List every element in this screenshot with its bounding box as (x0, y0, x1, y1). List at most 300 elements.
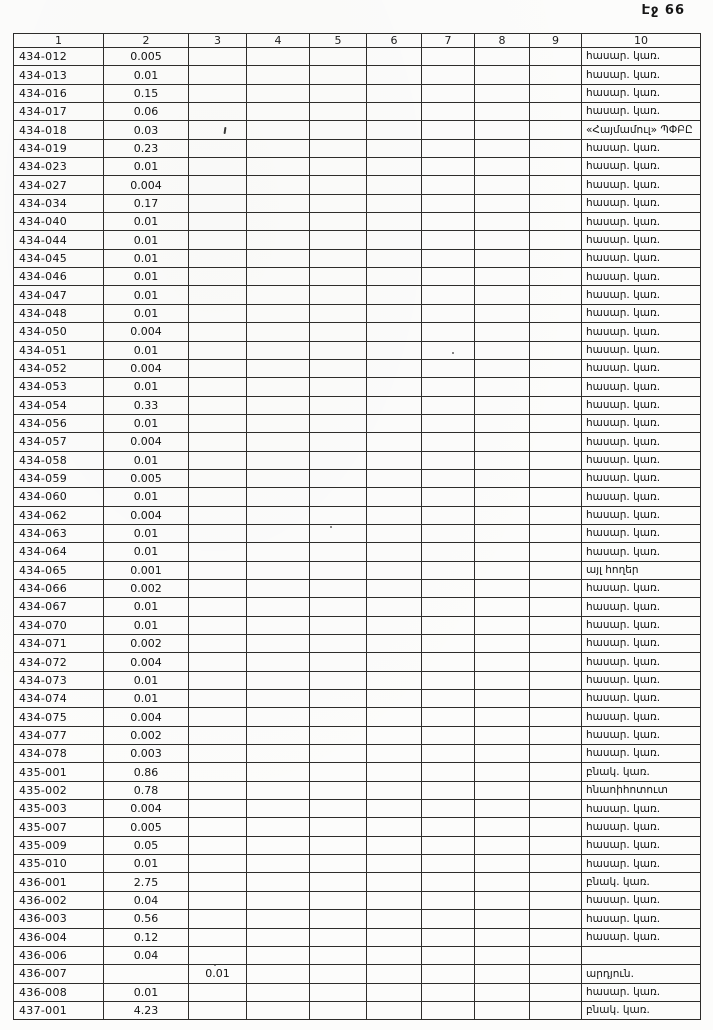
column-header: 2 (104, 34, 189, 48)
table-row (14, 84, 701, 102)
value-cell (530, 469, 582, 487)
value-cell (310, 873, 367, 891)
value-cell (310, 469, 367, 487)
code-cell: 434-067 (14, 598, 104, 616)
value-cell (189, 66, 247, 84)
table-row (14, 396, 701, 414)
value-cell (530, 249, 582, 267)
code-cell: 434-027 (14, 176, 104, 194)
code-cell: 434-046 (14, 268, 104, 286)
value-cell (367, 396, 422, 414)
value-cell (475, 469, 530, 487)
code-cell: 434-059 (14, 469, 104, 487)
value-cell (422, 616, 475, 634)
value-cell (530, 983, 582, 1001)
value-cell: 0.78 (104, 781, 189, 799)
value-cell (422, 763, 475, 781)
value-cell (422, 745, 475, 763)
value-cell (367, 121, 422, 139)
value-cell (530, 726, 582, 744)
value-cell (247, 176, 310, 194)
value-cell: 0.01 (104, 66, 189, 84)
value-cell (530, 359, 582, 377)
value-cell (367, 653, 422, 671)
category-cell: հասար. կառ. (582, 323, 701, 341)
value-cell (422, 818, 475, 836)
value-cell: 0.01 (104, 598, 189, 616)
value-cell: 0.06 (104, 103, 189, 121)
value-cell (530, 579, 582, 597)
value-cell (530, 1001, 582, 1019)
value-cell (189, 873, 247, 891)
value-cell (189, 139, 247, 157)
value-cell (475, 414, 530, 432)
value-cell (367, 286, 422, 304)
value-cell: 0.04 (104, 946, 189, 964)
value-cell (189, 543, 247, 561)
value-cell (310, 635, 367, 653)
value-cell (475, 231, 530, 249)
value-cell (475, 139, 530, 157)
table-row (14, 524, 701, 542)
column-header: 9 (530, 34, 582, 48)
value-cell (367, 910, 422, 928)
value-cell (189, 983, 247, 1001)
table-row (14, 690, 701, 708)
value-cell: 0.004 (104, 323, 189, 341)
category-cell (582, 946, 701, 964)
value-cell (422, 323, 475, 341)
value-cell (189, 561, 247, 579)
value-cell: 0.004 (104, 176, 189, 194)
value-cell: 0.004 (104, 800, 189, 818)
value-cell (247, 249, 310, 267)
value-cell (189, 653, 247, 671)
value-cell: 0.01 (104, 451, 189, 469)
code-cell: 434-051 (14, 341, 104, 359)
table-row (14, 286, 701, 304)
value-cell (422, 910, 475, 928)
value-cell (475, 158, 530, 176)
value-cell (475, 891, 530, 909)
value-cell (530, 231, 582, 249)
value-cell (247, 726, 310, 744)
value-cell (247, 66, 310, 84)
value-cell (310, 910, 367, 928)
value-cell (367, 488, 422, 506)
value-cell (422, 378, 475, 396)
value-cell (367, 873, 422, 891)
value-cell (310, 781, 367, 799)
table-row (14, 139, 701, 157)
value-cell (247, 671, 310, 689)
value-cell (310, 690, 367, 708)
value-cell: 0.004 (104, 359, 189, 377)
value-cell (310, 139, 367, 157)
value-cell (310, 231, 367, 249)
value-cell (422, 414, 475, 432)
value-cell (247, 579, 310, 597)
value-cell (310, 176, 367, 194)
value-cell (189, 726, 247, 744)
category-cell: հասար. կառ. (582, 524, 701, 542)
value-cell (310, 213, 367, 231)
value-cell (189, 946, 247, 964)
code-cell: 434-040 (14, 213, 104, 231)
table-row (14, 323, 701, 341)
value-cell (530, 635, 582, 653)
value-cell (367, 48, 422, 66)
table-row (14, 836, 701, 854)
code-cell: 434-057 (14, 433, 104, 451)
value-cell (247, 836, 310, 854)
value-cell (530, 910, 582, 928)
value-cell (367, 194, 422, 212)
code-cell: 434-054 (14, 396, 104, 414)
value-cell (247, 286, 310, 304)
category-cell: հասար. կառ. (582, 598, 701, 616)
column-header: 10 (582, 34, 701, 48)
value-cell (310, 359, 367, 377)
category-cell: հասար. կառ. (582, 48, 701, 66)
category-cell: հասար. կառ. (582, 708, 701, 726)
value-cell (189, 158, 247, 176)
code-cell: 434-052 (14, 359, 104, 377)
value-cell (475, 359, 530, 377)
value-cell (247, 708, 310, 726)
scan-artifact (452, 352, 454, 354)
value-cell (422, 176, 475, 194)
value-cell (189, 433, 247, 451)
value-cell (310, 818, 367, 836)
value-cell (310, 855, 367, 873)
value-cell (422, 946, 475, 964)
code-cell: 434-018 (14, 121, 104, 139)
category-cell: հասար. կառ. (582, 928, 701, 946)
value-cell (189, 855, 247, 873)
page-number: Էջ 66 (641, 3, 685, 18)
table-row (14, 268, 701, 286)
value-cell (367, 268, 422, 286)
value-cell (310, 983, 367, 1001)
table-row (14, 800, 701, 818)
code-cell: 435-002 (14, 781, 104, 799)
value-cell (310, 708, 367, 726)
table-row (14, 378, 701, 396)
value-cell (422, 249, 475, 267)
value-cell (367, 213, 422, 231)
table-row (14, 469, 701, 487)
value-cell (367, 66, 422, 84)
value-cell (247, 451, 310, 469)
value-cell (367, 855, 422, 873)
code-cell: 436-007 (14, 965, 104, 983)
value-cell (475, 800, 530, 818)
value-cell (475, 745, 530, 763)
code-cell: 434-019 (14, 139, 104, 157)
value-cell (310, 763, 367, 781)
code-cell: 435-009 (14, 836, 104, 854)
category-cell: արդյուն. (582, 965, 701, 983)
value-cell (247, 690, 310, 708)
value-cell (310, 268, 367, 286)
value-cell (422, 286, 475, 304)
value-cell (475, 66, 530, 84)
code-cell: 434-060 (14, 488, 104, 506)
category-cell: հասար. կառ. (582, 745, 701, 763)
value-cell (310, 561, 367, 579)
value-cell (247, 818, 310, 836)
value-cell (247, 763, 310, 781)
value-cell (530, 561, 582, 579)
value-cell: 0.005 (104, 48, 189, 66)
category-cell: բնակ. կառ. (582, 763, 701, 781)
code-cell: 434-034 (14, 194, 104, 212)
value-cell (247, 928, 310, 946)
value-cell (367, 616, 422, 634)
value-cell (189, 818, 247, 836)
value-cell (310, 1001, 367, 1019)
value-cell: 0.01 (189, 965, 247, 983)
value-cell (367, 84, 422, 102)
value-cell (422, 891, 475, 909)
value-cell: 0.17 (104, 194, 189, 212)
value-cell: 0.01 (104, 286, 189, 304)
value-cell: 0.002 (104, 635, 189, 653)
value-cell (530, 341, 582, 359)
code-cell: 434-063 (14, 524, 104, 542)
value-cell: 0.01 (104, 249, 189, 267)
value-cell (422, 671, 475, 689)
value-cell (367, 726, 422, 744)
value-cell: 0.04 (104, 891, 189, 909)
table-row (14, 103, 701, 121)
category-cell: հասար. կառ. (582, 414, 701, 432)
value-cell (310, 396, 367, 414)
value-cell (367, 231, 422, 249)
value-cell (367, 579, 422, 597)
code-cell: 434-062 (14, 506, 104, 524)
value-cell (367, 1001, 422, 1019)
value-cell (104, 965, 189, 983)
table-row (14, 928, 701, 946)
value-cell (475, 451, 530, 469)
value-cell (530, 66, 582, 84)
value-cell (189, 249, 247, 267)
value-cell (530, 891, 582, 909)
value-cell (367, 469, 422, 487)
category-cell: հասար. կառ. (582, 579, 701, 597)
code-cell: 434-053 (14, 378, 104, 396)
table-row (14, 66, 701, 84)
category-cell: հասար. կառ. (582, 635, 701, 653)
value-cell: 0.01 (104, 983, 189, 1001)
value-cell (367, 341, 422, 359)
value-cell: 0.01 (104, 341, 189, 359)
value-cell (530, 286, 582, 304)
value-cell (475, 653, 530, 671)
value-cell (189, 268, 247, 286)
category-cell: հասար. կառ. (582, 231, 701, 249)
table-row (14, 653, 701, 671)
value-cell (189, 671, 247, 689)
value-cell (422, 48, 475, 66)
value-cell (189, 763, 247, 781)
value-cell (247, 506, 310, 524)
value-cell (367, 433, 422, 451)
category-cell: հասար. կառ. (582, 855, 701, 873)
value-cell: 0.01 (104, 268, 189, 286)
value-cell (422, 726, 475, 744)
value-cell: 0.15 (104, 84, 189, 102)
value-cell (530, 745, 582, 763)
value-cell (422, 965, 475, 983)
table-row (14, 414, 701, 432)
table-row (14, 946, 701, 964)
category-cell: հասար. կառ. (582, 66, 701, 84)
value-cell: 0.004 (104, 653, 189, 671)
value-cell (310, 48, 367, 66)
value-cell (247, 433, 310, 451)
value-cell: 0.003 (104, 745, 189, 763)
value-cell (247, 396, 310, 414)
value-cell (247, 359, 310, 377)
value-cell (530, 965, 582, 983)
category-cell: «Հայմամուլ» ՊՓԲԸ (582, 121, 701, 139)
value-cell (475, 671, 530, 689)
category-cell: հասար. կառ. (582, 451, 701, 469)
value-cell (189, 1001, 247, 1019)
table-row (14, 433, 701, 451)
category-cell: հասար. կառ. (582, 341, 701, 359)
value-cell (475, 818, 530, 836)
value-cell (475, 378, 530, 396)
value-cell (189, 928, 247, 946)
table-row (14, 1001, 701, 1019)
value-cell (247, 323, 310, 341)
value-cell (475, 341, 530, 359)
value-cell (530, 433, 582, 451)
value-cell: 0.01 (104, 304, 189, 322)
value-cell (475, 543, 530, 561)
table-row (14, 726, 701, 744)
value-cell (189, 48, 247, 66)
category-cell: հասար. կառ. (582, 84, 701, 102)
value-cell (422, 158, 475, 176)
value-cell (367, 249, 422, 267)
value-cell (367, 561, 422, 579)
value-cell: 0.01 (104, 524, 189, 542)
value-cell (422, 983, 475, 1001)
value-cell (475, 928, 530, 946)
value-cell: 0.001 (104, 561, 189, 579)
value-cell (310, 433, 367, 451)
code-cell: 435-003 (14, 800, 104, 818)
value-cell: 0.03 (104, 121, 189, 139)
value-cell (247, 635, 310, 653)
value-cell (530, 84, 582, 102)
value-cell (530, 598, 582, 616)
code-cell: 434-064 (14, 543, 104, 561)
category-cell: հասար. կառ. (582, 378, 701, 396)
value-cell (530, 946, 582, 964)
code-cell: 436-002 (14, 891, 104, 909)
category-cell: հասար. կառ. (582, 176, 701, 194)
value-cell (189, 781, 247, 799)
value-cell (247, 983, 310, 1001)
value-cell (475, 836, 530, 854)
value-cell (422, 66, 475, 84)
value-cell (310, 524, 367, 542)
table-row (14, 121, 701, 139)
category-cell: հասար. կառ. (582, 304, 701, 322)
value-cell (189, 598, 247, 616)
value-cell (422, 598, 475, 616)
value-cell (475, 506, 530, 524)
value-cell (247, 543, 310, 561)
value-cell (310, 249, 367, 267)
value-cell (310, 965, 367, 983)
value-cell (530, 158, 582, 176)
table-row (14, 818, 701, 836)
value-cell (247, 231, 310, 249)
value-cell (367, 524, 422, 542)
value-cell (247, 488, 310, 506)
value-cell (530, 818, 582, 836)
value-cell (475, 268, 530, 286)
value-cell (422, 139, 475, 157)
value-cell: 0.33 (104, 396, 189, 414)
value-cell (367, 414, 422, 432)
value-cell (530, 690, 582, 708)
scan-artifact (330, 526, 332, 528)
value-cell (530, 800, 582, 818)
value-cell (247, 213, 310, 231)
value-cell (367, 103, 422, 121)
category-cell: հասար. կառ. (582, 653, 701, 671)
code-cell: 434-075 (14, 708, 104, 726)
value-cell (189, 745, 247, 763)
column-header: 4 (247, 34, 310, 48)
value-cell (247, 653, 310, 671)
category-cell: հասար. կառ. (582, 836, 701, 854)
value-cell (530, 873, 582, 891)
value-cell: 0.002 (104, 579, 189, 597)
value-cell (475, 249, 530, 267)
code-cell: 434-023 (14, 158, 104, 176)
value-cell (422, 781, 475, 799)
code-cell: 434-012 (14, 48, 104, 66)
column-header: 6 (367, 34, 422, 48)
category-cell: հասար. կառ. (582, 268, 701, 286)
value-cell (247, 745, 310, 763)
value-cell (189, 323, 247, 341)
code-cell: 435-010 (14, 855, 104, 873)
value-cell (422, 579, 475, 597)
table-row (14, 158, 701, 176)
value-cell (367, 323, 422, 341)
category-cell: հասար. կառ. (582, 469, 701, 487)
value-cell (189, 359, 247, 377)
value-cell (310, 323, 367, 341)
value-cell: 0.01 (104, 690, 189, 708)
table-row (14, 304, 701, 322)
value-cell: 0.01 (104, 158, 189, 176)
value-cell (189, 506, 247, 524)
value-cell (475, 708, 530, 726)
category-cell: հասար. կառ. (582, 891, 701, 909)
column-header: 5 (310, 34, 367, 48)
